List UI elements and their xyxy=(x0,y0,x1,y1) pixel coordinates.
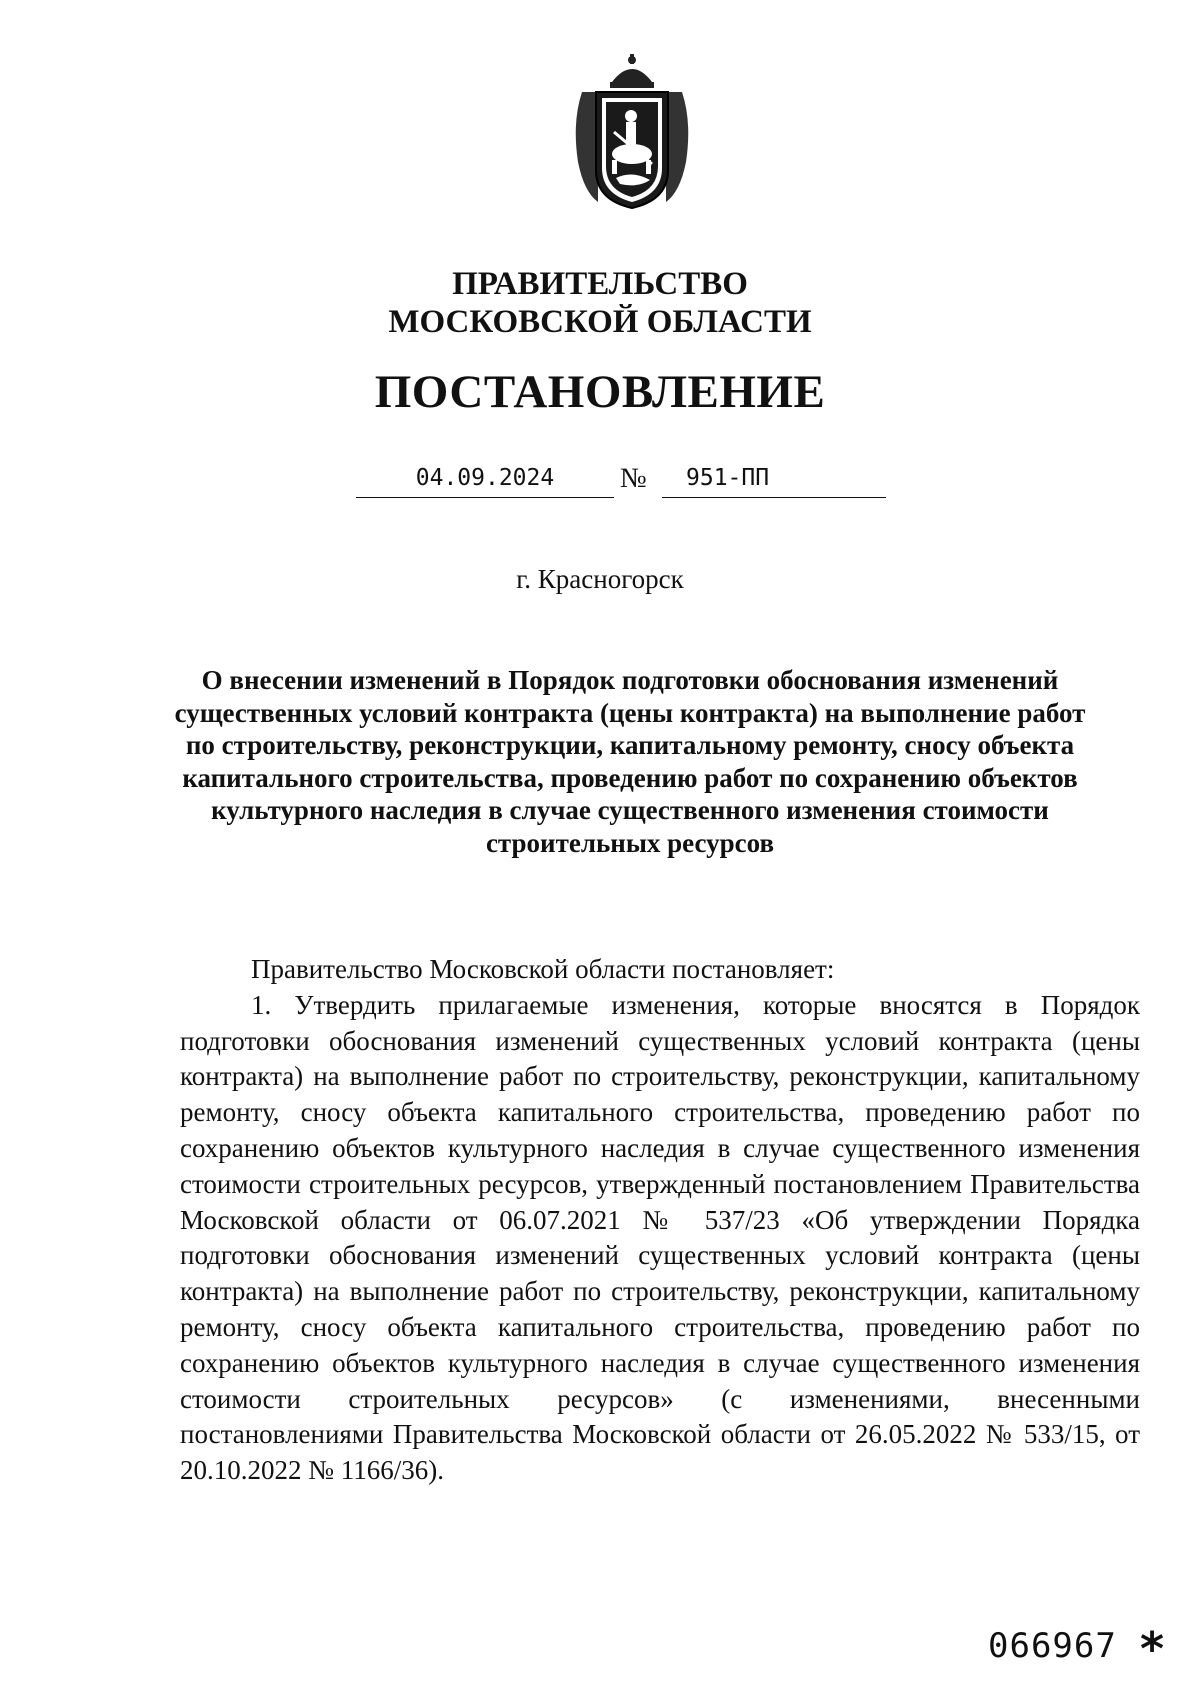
document-subject: О внесении изменений в Порядок подготовки обоснования изменений существенных условий контракта (цены контракта) на выполнение работ по строительству, реконструкции, капитальному ремонту, сносу объекта капитального строительства, проведению работ по сохранению объектов культурного наследия в случае существенного изменения стоимости строительных ресурсов xyxy=(174,665,1086,858)
date-underline xyxy=(356,497,614,498)
serial-number: 066967 xyxy=(988,1626,1117,1666)
document-body xyxy=(180,952,1140,1489)
asterisk-mark: * xyxy=(1140,1622,1165,1676)
document-type-title: ПОСТАНОВЛЕНИЕ xyxy=(374,366,826,418)
number-sign: № xyxy=(620,463,647,494)
organization-name-line1: ПРАВИТЕЛЬСТВО xyxy=(452,266,748,302)
city: г. Красногорск xyxy=(516,564,684,594)
organization-name-line2: МОСКОВСКОЙ ОБЛАСТИ xyxy=(388,304,812,340)
document-number: 951-ПП xyxy=(686,465,770,491)
coat-of-arms-icon xyxy=(568,52,696,212)
preamble: Правительство Московской области постановляет: xyxy=(251,954,835,984)
number-underline xyxy=(662,497,886,498)
date-number-line xyxy=(356,463,886,499)
document-date: 04.09.2024 xyxy=(415,465,555,491)
item-1: 1. Утвердить прилагаемые изменения, которые вносятся в Порядок подготовки обоснования изменений существенных условий контракта (цены контракта) на выполнение работ по строительству, реконструкции, капитальному ремонту, сносу объекта капитального строительства, проведению работ по сохранению объектов культурного наследия в случае существенного изменения стоимости строительных ресурсов, утвержденный постановлением Правительства Московской области от 06.07.2021 № 537/23 «Об утверждении Порядка подготовки обоснования изменений существенных условий контракта (цены контракта) на выполнение работ по строительству, реконструкции, капитальному ремонту, сносу объекта капитального строительства, проведению работ по сохранению объектов культурного наследия в случае существенного изменения стоимости строительных ресурсов» (с изменениями, внесенными постановлениями Правительства Московской области от 26.05.2022 № 533/15, от 20.10.2022 № 1166/36). xyxy=(180,989,1140,1486)
